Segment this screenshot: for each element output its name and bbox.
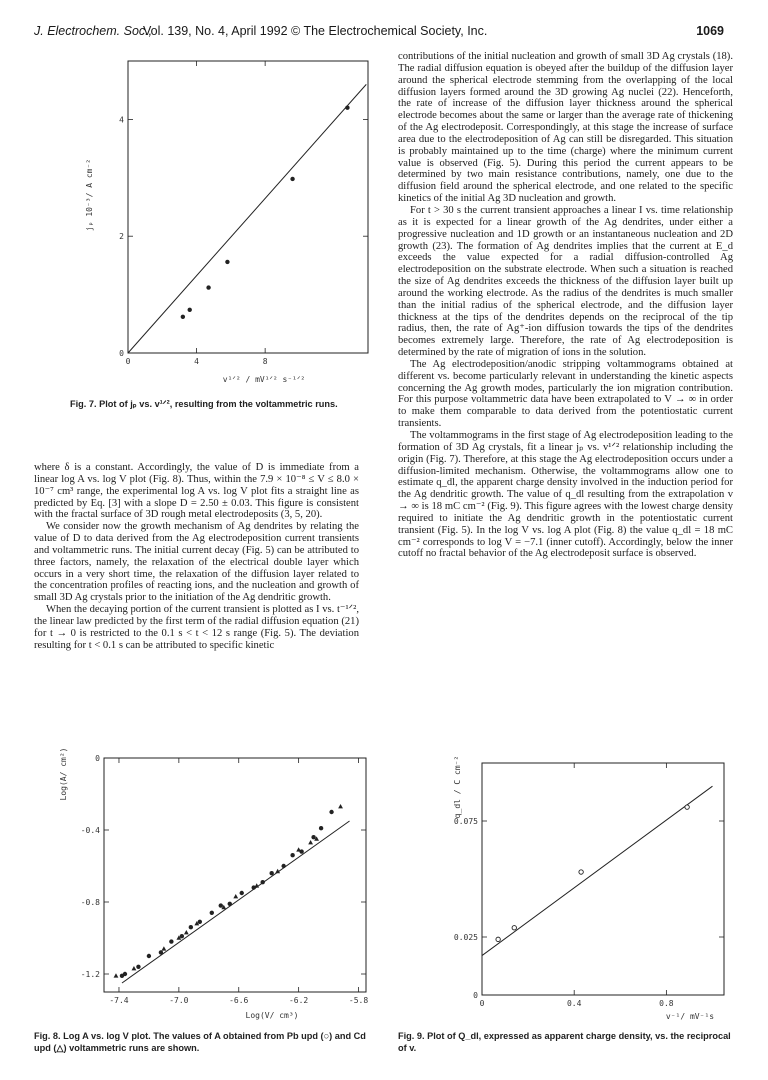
paragraph: For t > 30 s the current transient approaches a linear I vs. time relationship as it is expected for a linear growth of the Ag dendrites, under either a progressive nucleation and 1D growth or an instantaneous nucleation and 2D growth (23). The formation of Ag dendrites implies that the current at E_d exceeds the value expected for a radial diffusion-controlled Ag electrodeposition on the substrate electrode. When such a situation is reached the size of Ag dendrites exceeds the thickness of the diffusion layer built up around the working electrode. As the radius of the dendrites is much smaller than the initial radius of the spherical electrode, and the diffusion layer thickness at the tips of the dendrites depends on the reciprocal of the tip radius, then, the rate of Ag⁺-ion diffusion towards the tips of the dendrites becomes extremely large. Therefore, the rate of Ag electrodeposition is determined by the rate of migration of ions in the solution.: [398, 204, 733, 359]
fig8-xtick-label: -7.4: [109, 996, 129, 1005]
fig7-point: [345, 106, 349, 110]
fig8-point-triangle: [233, 894, 238, 898]
fig8-ticks: [81, 754, 369, 1005]
fig7-marks: [128, 84, 366, 353]
fig9-fit-line: [482, 786, 712, 955]
fig8-xtick-label: -7.0: [169, 996, 189, 1005]
fig7-ylabel: jₚ 10⁻³/ A cm⁻²: [85, 158, 94, 232]
fig8-xtick-label: -6.6: [229, 996, 249, 1005]
figure-7-chart: [76, 55, 376, 390]
fig8-point: [311, 835, 315, 839]
fig7-fit-line: [128, 84, 366, 353]
paragraph: The Ag electrodeposition/anodic stripping voltammograms obtained at different vs. become particularly relevant in understanding the kinetic aspects concerning the Ag growth modes, particularly the ion migration contribution. For this purpose voltammetric data have been extrapolated to V → ∞ in order to make them comparable to data derived from the potentiostatic current transients.: [398, 358, 733, 430]
figure-7-caption: Fig. 7. Plot of jₚ vs. v¹ᐟ², resulting from the voltammetric runs.: [70, 399, 338, 409]
page-header: [34, 24, 724, 42]
figure-9: [440, 757, 740, 1024]
fig8-point-triangle: [308, 840, 313, 844]
figure-9-chart: [440, 757, 740, 1024]
fig8-point: [281, 864, 285, 868]
fig9-point: [496, 937, 500, 941]
journal-name: J. Electrochem. Soc.,: [34, 24, 153, 38]
fig7-ytick-label: 4: [119, 115, 124, 125]
fig8-frame: [104, 758, 366, 992]
fig8-ytick-label: -1.2: [80, 970, 100, 979]
fig9-ylabel: q_dl / C cm⁻²: [453, 755, 462, 819]
figure-9-caption: Fig. 9. Plot of Q_dl, expressed as apparent charge density, vs. the reciprocal of v.: [398, 1031, 731, 1053]
fig8-point-triangle: [114, 973, 119, 977]
fig7-xtick-label: 4: [194, 357, 199, 366]
fig9-xtick-label: 0: [479, 999, 485, 1008]
fig9-ytick-label: 0.075: [453, 817, 478, 826]
figure-8-chart: [59, 747, 382, 1024]
fig7-point: [290, 177, 294, 181]
figure-7: [76, 55, 376, 390]
fig7-point: [181, 315, 185, 319]
fig9-point: [579, 870, 583, 874]
fig8-point: [260, 880, 264, 884]
fig7-xtick-label: 8: [262, 357, 268, 366]
fig9-xtick-label: 0.4: [566, 999, 582, 1008]
fig8-marks: [114, 804, 350, 983]
right-column-text: [398, 51, 733, 560]
fig8-point: [180, 934, 184, 938]
figure-8-caption: Fig. 8. Log A vs. log V plot. The values of A obtained from Pb upd (○) and Cd upd (△) voltammetric runs are shown.: [34, 1031, 366, 1053]
fig8-fit-line: [122, 821, 350, 983]
fig8-point-triangle: [184, 930, 189, 934]
fig8-point: [136, 965, 140, 969]
fig8-point: [123, 972, 127, 976]
fig7-point: [188, 308, 192, 312]
paragraph: When the decaying portion of the current transient is plotted as I vs. t⁻¹ᐟ², the linear law predicted by the first term of the radial diffusion equation (21) for t → 0 is restricted to the 0.1 s < t < 12 s range (Fig. 5). The deviation resulting for t < 0.1 s can be attributed to specific kinetic: [34, 604, 359, 651]
paragraph: We consider now the growth mechanism of Ag dendrites by relating the value of D to data derived from the Ag electrodeposition current transients and voltammetric runs. The initial current decay (Fig. 5) can be attributed to three factors, namely, the relaxation of the electrical double layer which occurs in a very short time, the relaxation of the diffusion layer related to the concentration profiles of reacting ions, and the nucleation and growth of small 3D Ag crystals prior to the initiation of the Ag dendritic growth.: [34, 521, 359, 604]
fig8-point: [319, 826, 323, 830]
fig8-point: [159, 950, 163, 954]
fig8-xtick-label: -6.2: [288, 996, 309, 1005]
fig7-ytick-label: 2: [119, 232, 124, 242]
fig8-point: [189, 925, 193, 929]
fig8-ylabel: Log(A/ cm²): [59, 747, 68, 801]
fig9-ytick-label: 0: [473, 991, 478, 1000]
fig7-xlabel: v¹ᐟ² / mV¹ᐟ² s⁻¹ᐟ²: [222, 375, 306, 384]
fig8-ytick-label: -0.4: [80, 826, 100, 835]
fig9-ticks: [454, 763, 724, 1008]
fig7-ytick-label: 0: [119, 349, 124, 358]
fig8-point: [269, 871, 273, 875]
paragraph: The voltammograms in the first stage of Ag electrodeposition leading to the formation of 3D Ag crystals, fit a linear jₚ vs. v¹ᐟ² relationship including the origin (Fig. 7). Therefore, at this stage the Ag electrodeposition occurs under a diffusion-limited mechanism. Otherwise, the voltammograms allow one to estimate q_dl, the apparent charge density involved in the induction period for the Ag dendritic growth. The value of q_dl resulting from the extrapolation v → ∞ is 18 mC cm⁻² (Fig. 9). This figure agrees with the lowest charge density required to initiate the Ag dendritic growth in the potentiostatic current transient (Fig. 5). In the log V vs. log A plot (Fig. 8) the value q_dl = 18 mC cm⁻² corresponds to log V = −7.1 (inner cutoff). Accordingly, below the inner cutoff no fractal behavior of the Ag electrodeposit surface is observed.: [398, 430, 733, 560]
fig8-point: [147, 954, 151, 958]
fig8-ytick-label: -0.8: [80, 898, 100, 907]
fig7-point: [206, 285, 210, 289]
paragraph: contributions of the initial nucleation and growth of small 3D Ag crystals (18). The radial diffusion equation is obeyed after the buildup of the diffusion layer around the spherical electrode stemming from the overlapping of the local diffusion layers formed around the 3D growing Ag nuclei (22). Henceforth, the rate of increase of the diffusion layer thickness around the spherical electrode becomes about the same or larger than the average rate of thickening of the Ag electrodeposit. Correspondingly, at this stage the increase of surface area due to the electrodeposition of Ag can still be disregarded. This situation is probably maintained up to the time (charge) where the minimum current value is observed (Fig. 5). During this period the current appears to be determined by two main resistance contributions, namely, one due to the diffusion field around the spherical electrode, and one related to the specific kinetics of the initial Ag 3D nucleation and growth.: [398, 51, 733, 205]
fig9-point: [512, 926, 516, 930]
figure-8: [59, 747, 382, 1024]
fig7-frame: [128, 61, 368, 353]
fig8-point: [169, 939, 173, 943]
fig9-xlabel: v⁻¹/ mV⁻¹s: [665, 1012, 715, 1021]
fig7-point: [225, 260, 229, 264]
fig8-point: [210, 911, 214, 915]
fig8-point-triangle: [132, 966, 137, 970]
left-column-text: [34, 462, 359, 652]
fig8-xtick-label: -5.8: [348, 996, 369, 1005]
fig8-point-triangle: [296, 847, 301, 851]
fig8-point-triangle: [161, 946, 166, 950]
fig9-ytick-label: 0.025: [453, 933, 478, 942]
fig9-frame: [482, 763, 724, 995]
fig8-point: [290, 853, 294, 857]
fig8-point: [198, 920, 202, 924]
fig8-point: [329, 810, 333, 814]
fig9-xtick-label: 0.8: [659, 999, 674, 1008]
volume-info: Vol. 139, No. 4, April 1992 © The Electrochemical Society, Inc.: [143, 24, 488, 38]
fig8-ytick-label: 0: [95, 754, 100, 763]
fig8-point: [228, 902, 232, 906]
page-number: 1069: [696, 24, 724, 38]
paragraph: where δ is a constant. Accordingly, the value of D is immediate from a linear log A vs. log V plot (Fig. 8). Thus, within the 7.9 × 10⁻⁸ ≤ V ≤ 8.0 × 10⁻⁷ cm³ range, the experimental log A vs. log V plot fits a straight line as predicted by Eq. [3] with a slope D = 2.50 ± 0.03. This figure is consistent with the fractal surface of 3D rough metal electrodeposits (3, 5, 20).: [34, 462, 359, 521]
fig8-point-triangle: [338, 804, 343, 808]
fig8-point: [240, 891, 244, 895]
fig8-xlabel: Log(V/ cm³): [245, 1011, 299, 1020]
fig9-point: [685, 805, 689, 809]
fig9-marks: [482, 786, 712, 955]
fig7-xtick-label: 0: [125, 357, 131, 366]
fig8-point: [219, 903, 223, 907]
